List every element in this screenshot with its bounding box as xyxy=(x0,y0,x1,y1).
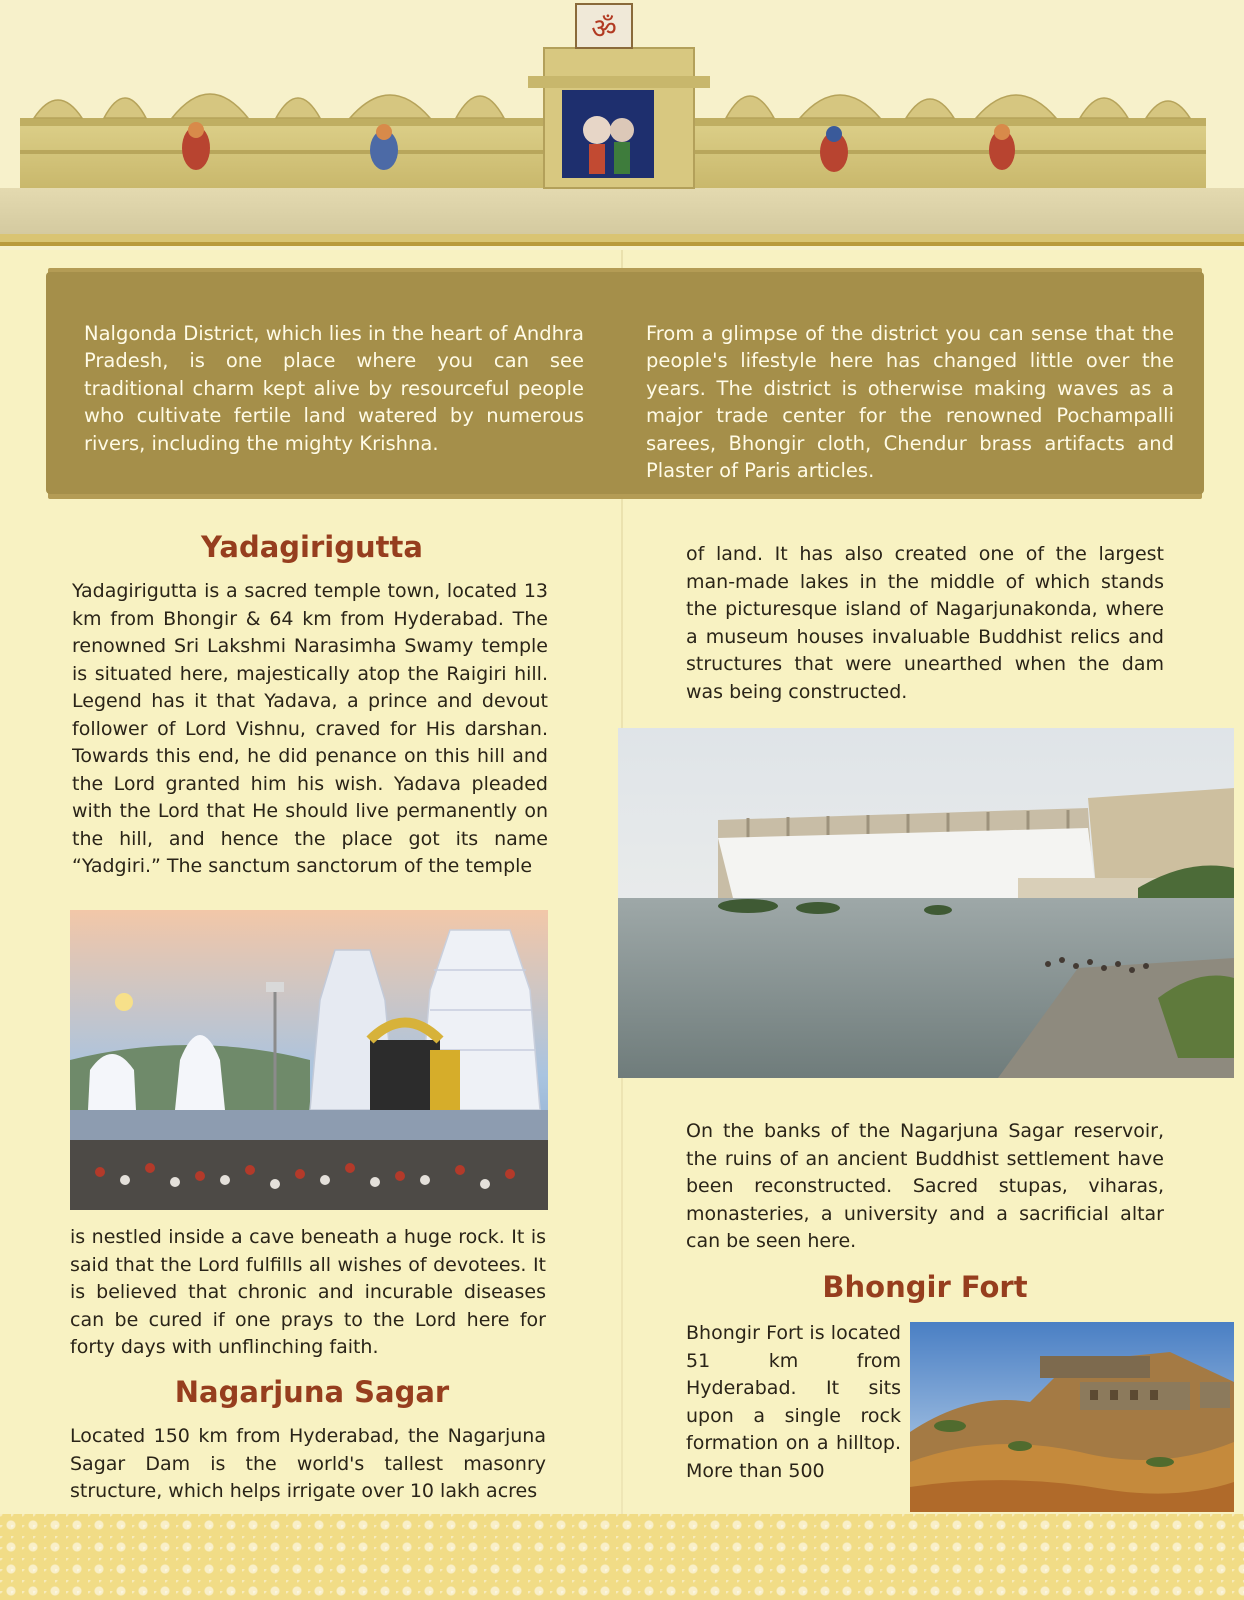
intro-right-text: From a glimpse of the district you can sense that the people's lifestyle here has changed little over the years. The district is otherwise making waves as a major trade center for the renowned Pochampalli sarees, Bhongir cloth, Chendur brass artifacts and Plaster of Paris articles. xyxy=(646,321,1174,482)
intro-banner xyxy=(46,272,1204,494)
nagarjuna-sagar-dam-photo xyxy=(618,728,1234,1078)
nagarjuna-sagar-text-part3: On the banks of the Nagarjuna Sagar reservoir, the ruins of an ancient Buddhist settlement have been reconstructed. Sacred stupas, viharas, monasteries, a university and a sacrificial altar can be seen here. xyxy=(686,1120,1164,1252)
nagarjuna-sagar-text-part1: Located 150 km from Hyderabad, the Nagarjuna Sagar Dam is the world's tallest masonry structure, which helps irrigate over 10 lakh acres xyxy=(70,1425,546,1502)
nagarjuna-sagar-heading: Nagarjuna Sagar xyxy=(174,1375,450,1409)
bhongir-fort-heading: Bhongir Fort xyxy=(822,1270,1028,1304)
om-symbol: ॐ xyxy=(591,12,617,45)
yadagirigutta-text-part2: is nestled inside a cave beneath a huge rock. It is said that the Lord fulfills all wishes of devotees. It is believed that chronic and incurable diseases can be cured if one prays to the Lord here for forty days with unflinching faith. xyxy=(70,1226,546,1358)
intro-left-text: Nalgonda District, which lies in the heart of Andhra Pradesh, is one place where you can see traditional charm kept alive by resourceful people who cultivate fertile land watered by numerous rivers, including the mighty Krishna. xyxy=(84,321,584,455)
temple-header-image xyxy=(0,0,1244,250)
bhongir-fort-text: Bhongir Fort is located 51 km from Hyderabad. It sits upon a single rock formation on a hilltop. More than 500 xyxy=(686,1322,901,1482)
yadagirigutta-text-part1: Yadagirigutta is a sacred temple town, located 13 km from Bhongir & 64 km from Hyderabad. The renowned Sri Lakshmi Narasimha Swamy temple is situated here, majestically atop the Raigiri hill. Legend has it that Yadava, a prince and devout follower of Lord Vishnu, craved for His darshan. Towards this end, he did penance on this hill and the Lord granted him his wish. Yadava pleaded with the Lord that He should live permanently on the hill, and hence the place got its name “Yadgiri.” The sanctum sanctorum of the temple xyxy=(72,580,548,877)
nagarjuna-sagar-text-part2: of land. It has also created one of the largest man-made lakes in the middle of which stands the picturesque island of Nagarjunakonda, where a museum houses invaluable Buddhist relics and structures that were unearthed when the dam was being constructed. xyxy=(686,543,1164,703)
decorative-footer xyxy=(0,1514,1244,1600)
yadagirigutta-heading: Yadagirigutta xyxy=(201,530,423,564)
bhongir-fort-photo xyxy=(910,1322,1234,1512)
yadagirigutta-temple-photo xyxy=(70,910,548,1210)
